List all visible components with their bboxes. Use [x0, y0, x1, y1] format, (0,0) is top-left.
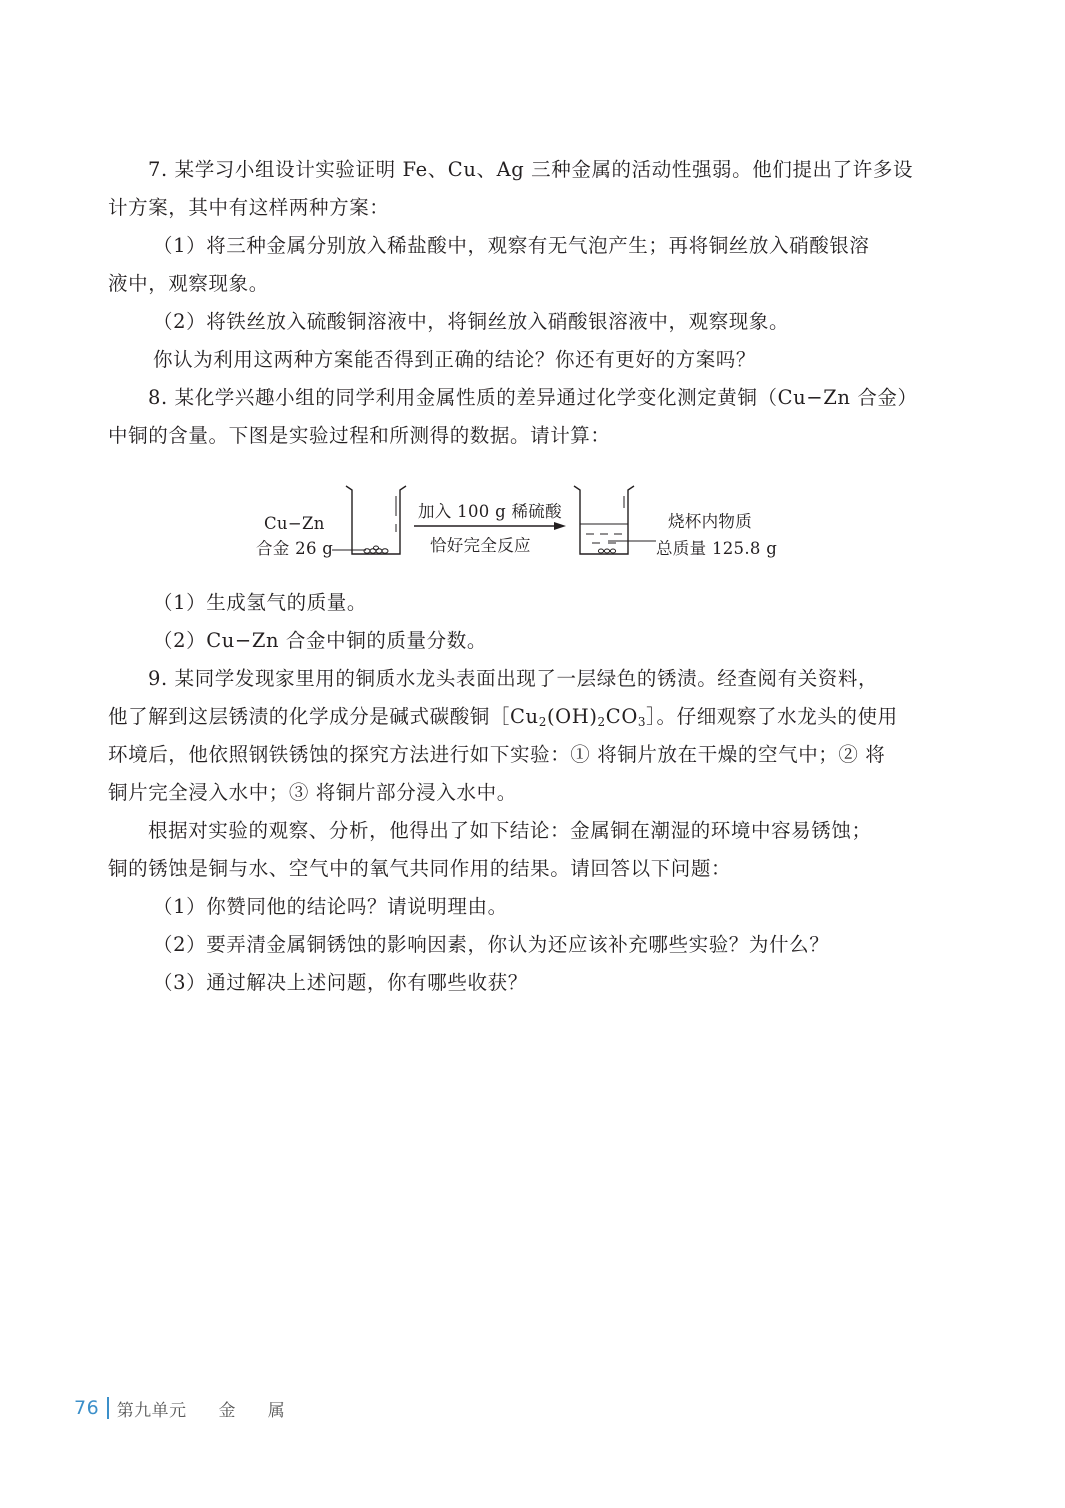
reaction-arrow — [414, 522, 566, 530]
footer-divider — [107, 1397, 109, 1419]
q9-line1: 9. 某同学发现家里用的铜质水龙头表面出现了一层绿色的锈渍。经查阅有关资料， — [148, 667, 879, 690]
q8-line2: 中铜的含量。下图是实验过程和所测得的数据。请计算： — [108, 424, 611, 447]
formula-sub-oh: 2 — [597, 715, 606, 729]
q9-line2 — [108, 705, 928, 734]
q9-para2-line1: 根据对实验的观察、分析，他得出了如下结论：金属铜在潮湿的环境中容易锈蚀； — [148, 819, 872, 842]
q7-line2: 计方案，其中有这样两种方案： — [108, 196, 390, 219]
q9-part3: （3）通过解决上述问题，你有哪些收获？ — [153, 971, 528, 994]
q7-question: 你认为利用这两种方案能否得到正确的结论？你还有更好的方案吗？ — [153, 348, 757, 371]
q9-line3: 环境后，他依照钢铁锈蚀的探究方法进行如下实验：① 将铜片放在干燥的空气中；② 将 — [108, 743, 886, 766]
page-number: 76 — [74, 1397, 100, 1419]
q7-part1-line2: 液中，观察现象。 — [108, 272, 269, 295]
liquid-surface — [580, 524, 628, 543]
experiment-diagram — [248, 478, 788, 568]
beaker-right — [574, 486, 634, 554]
alloy-pieces — [364, 546, 388, 553]
q7-line1: 7. 某学习小组设计实验证明 Fe、Cu、Ag 三种金属的活动性强弱。他们提出了许多设 — [148, 158, 914, 181]
result-label-line2: 总质量 125.8 g — [656, 539, 778, 558]
q9-para2-line2: 铜的锈蚀是铜与水、空气中的氧气共同作用的结果。请回答以下问题： — [108, 857, 732, 880]
arrow-label-bottom: 恰好完全反应 — [430, 536, 531, 555]
q8-line1: 8. 某化学兴趣小组的同学利用金属性质的差异通过化学变化测定黄铜（Cu−Zn 合金） — [148, 386, 918, 409]
q9-part1: （1）你赞同他的结论吗？请说明理由。 — [153, 895, 508, 918]
q9-line4: 铜片完全浸入水中；③ 将铜片部分浸入水中。 — [108, 781, 517, 804]
unit-title: 第九单元 金 属 — [116, 1400, 286, 1421]
q8-part1: （1）生成氢气的质量。 — [153, 591, 368, 614]
q9-line2-pre: 他了解到这层锈渍的化学成分是碱式碳酸铜［Cu — [108, 705, 539, 728]
q8-part2: （2）Cu−Zn 合金中铜的质量分数。 — [153, 629, 487, 652]
formula-sub-co: 3 — [637, 715, 647, 729]
arrow-label-top: 加入 100 g 稀硫酸 — [418, 502, 562, 521]
copper-pieces — [598, 549, 615, 553]
q7-part1-line1: （1）将三种金属分别放入稀盐酸中，观察有无气泡产生；再将铜丝放入硝酸银溶 — [153, 234, 870, 257]
formula-co: CO — [605, 705, 638, 728]
alloy-label-line2: 合金 26 g — [256, 539, 334, 558]
q9-line2-post: ］。仔细观察了水龙头的使用 — [646, 705, 898, 728]
beaker-left — [346, 486, 406, 554]
formula-sub-cu: 2 — [538, 715, 547, 729]
page-footer — [74, 1394, 285, 1422]
alloy-label-line1: Cu−Zn — [264, 514, 325, 533]
q9-part2: （2）要弄清金属铜锈蚀的影响因素，你认为还应该补充哪些实验？为什么？ — [153, 933, 830, 956]
result-label-line1: 烧杯内物质 — [668, 512, 752, 531]
formula-oh: (OH) — [546, 705, 598, 728]
q7-part2: （2）将铁丝放入硫酸铜溶液中，将铜丝放入硝酸银溶液中，观察现象。 — [153, 310, 790, 333]
